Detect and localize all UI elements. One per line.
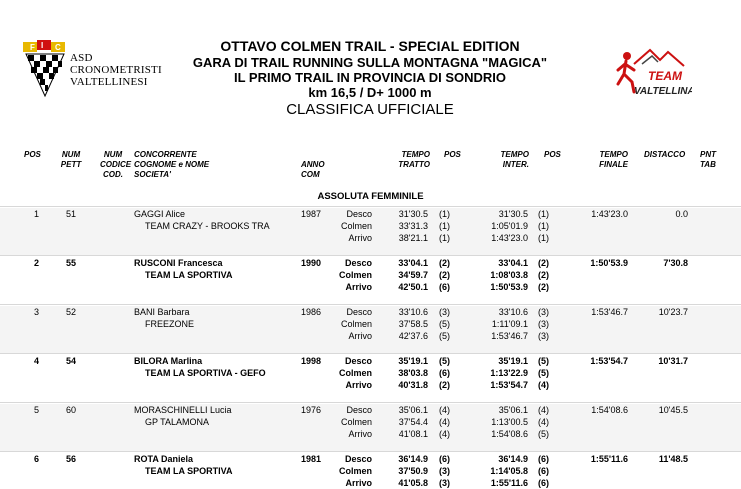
split-segment-time: 41'08.1 xyxy=(398,429,428,439)
entry-position: 2 xyxy=(34,258,40,268)
entry-gap: 0.0 xyxy=(675,209,688,219)
col-pos-tratto: POS xyxy=(444,150,461,159)
col-concorrente-line: COGNOME e NOME xyxy=(134,160,210,169)
title-line-1: OTTAVO COLMEN TRAIL - SPECIAL EDITION xyxy=(220,38,520,54)
col-tempo-tratto xyxy=(390,150,430,170)
split-checkpoint-label: Arrivo xyxy=(348,429,372,439)
split-checkpoint-label: Arrivo xyxy=(345,282,372,292)
split-segment-rank: (2) xyxy=(439,380,450,390)
row-divider xyxy=(0,206,741,207)
title-line-2: GARA DI TRAIL RUNNING SULLA MONTAGNA "MAGICA" xyxy=(192,55,548,70)
entry-athlete-name: ROTA Daniela xyxy=(134,454,194,464)
entry-final-time: 1:50'53.9 xyxy=(590,258,628,268)
split-segment-rank: (1) xyxy=(439,209,450,219)
split-segment-rank: (6) xyxy=(439,454,450,464)
split-cumulative-time: 1:54'08.6 xyxy=(491,429,528,439)
split-checkpoint-label: Colmen xyxy=(340,319,372,329)
entry-birth-year: 1998 xyxy=(301,356,322,366)
entry-bib-number: 56 xyxy=(66,454,77,464)
split-cumulative-time: 1:55'11.6 xyxy=(490,478,528,488)
split-checkpoint-label: Colmen xyxy=(338,466,372,476)
svg-text:I: I xyxy=(41,41,44,50)
col-tempo-tratto-line: TRATTO xyxy=(398,160,430,169)
title-line-5: CLASSIFICA UFFICIALE xyxy=(286,101,454,118)
svg-text:F: F xyxy=(30,43,35,52)
col-num-codice-line: NUM xyxy=(103,150,123,159)
entry-gap: 10'45.5 xyxy=(658,405,688,415)
split-cumulative-time: 33'10.6 xyxy=(498,307,528,317)
split-cumulative-time: 36'14.9 xyxy=(498,454,528,464)
split-checkpoint-label: Colmen xyxy=(338,270,372,280)
runner-mountain-icon xyxy=(612,44,692,102)
split-cumulative-time: 1:13'22.9 xyxy=(490,368,528,378)
split-cumulative-time: 1:43'23.0 xyxy=(491,233,528,243)
split-segment-rank: (3) xyxy=(439,466,450,476)
logo-line-3: VALTELLINESI xyxy=(70,76,148,88)
split-segment-rank: (2) xyxy=(439,258,450,268)
entry-bib-number: 55 xyxy=(66,258,77,268)
section-title: ASSOLUTA FEMMINILE xyxy=(317,191,424,202)
split-segment-time: 34'59.7 xyxy=(398,270,428,280)
logo-line-2: CRONOMETRISTI xyxy=(70,64,162,76)
split-cumulative-time: 1:11'09.1 xyxy=(491,319,528,329)
split-cumulative-time: 1:08'03.8 xyxy=(490,270,528,280)
entry-birth-year: 1986 xyxy=(301,307,322,317)
split-checkpoint-label: Desco xyxy=(344,454,372,464)
split-cumulative-rank: (1) xyxy=(538,209,549,219)
entry-gap: 10'31.7 xyxy=(658,356,688,366)
page-titles xyxy=(150,38,590,119)
split-checkpoint-label: Desco xyxy=(346,209,372,219)
entry-position: 1 xyxy=(34,209,40,219)
col-pos-inter: POS xyxy=(544,150,561,159)
logo-team-text: TEAM xyxy=(648,69,682,83)
entry-team-name: TEAM LA SPORTIVA xyxy=(145,466,233,476)
entry-final-time: 1:43'23.0 xyxy=(591,209,628,219)
split-segment-rank: (6) xyxy=(439,282,450,292)
split-segment-rank: (6) xyxy=(439,368,450,378)
split-cumulative-time: 1:14'05.8 xyxy=(490,466,528,476)
entry-gap: 10'23.7 xyxy=(658,307,688,317)
entry-athlete-name: BILORA Marlina xyxy=(134,356,203,366)
split-checkpoint-label: Colmen xyxy=(340,417,372,427)
col-pnt-tab-line: PNT xyxy=(700,150,716,159)
split-cumulative-rank: (5) xyxy=(538,368,549,378)
page-header xyxy=(0,0,741,135)
col-distacco: DISTACCO xyxy=(644,150,686,159)
col-num-codice-line: CODICE xyxy=(100,160,132,169)
split-segment-time: 38'03.8 xyxy=(398,368,428,378)
split-segment-time: 40'31.8 xyxy=(398,380,428,390)
split-segment-rank: (3) xyxy=(439,478,450,488)
split-segment-time: 33'31.3 xyxy=(398,221,428,231)
split-checkpoint-label: Desco xyxy=(344,258,372,268)
entry-gap: 7'30.8 xyxy=(663,258,688,268)
split-checkpoint-label: Colmen xyxy=(338,368,372,378)
entry-position: 6 xyxy=(34,454,40,464)
split-checkpoint-label: Arrivo xyxy=(348,331,372,341)
entry-position: 3 xyxy=(34,307,40,317)
entry-birth-year: 1976 xyxy=(301,405,322,415)
row-divider xyxy=(0,353,741,354)
split-segment-time: 31'30.5 xyxy=(398,209,428,219)
checkered-flag-icon xyxy=(22,40,68,98)
title-line-4: km 16,5 / D+ 1000 m xyxy=(308,85,432,100)
split-cumulative-rank: (5) xyxy=(538,429,549,439)
split-cumulative-rank: (3) xyxy=(538,319,549,329)
split-cumulative-rank: (6) xyxy=(538,454,549,464)
col-anno xyxy=(301,160,325,180)
col-tempo-inter-line: TEMPO xyxy=(500,150,529,159)
split-cumulative-rank: (6) xyxy=(538,478,549,488)
team-valtellina-logo xyxy=(612,44,692,102)
split-cumulative-rank: (4) xyxy=(538,405,549,415)
entry-bib-number: 54 xyxy=(66,356,77,366)
entry-athlete-name: GAGGI Alice xyxy=(134,209,186,219)
row-divider xyxy=(0,451,741,452)
entry-team-name: TEAM CRAZY - BROOKS TRA xyxy=(145,221,270,231)
split-cumulative-time: 1:53'54.7 xyxy=(490,380,528,390)
split-checkpoint-label: Arrivo xyxy=(345,478,372,488)
logo-valtellina-text: VALTELLINA xyxy=(634,86,692,97)
split-cumulative-time: 1:53'46.7 xyxy=(491,331,528,341)
split-cumulative-time: 35'06.1 xyxy=(498,405,528,415)
split-segment-time: 38'21.1 xyxy=(398,233,428,243)
col-pnt-tab xyxy=(700,150,716,170)
entry-gap: 11'48.5 xyxy=(658,454,688,464)
split-cumulative-rank: (2) xyxy=(538,270,549,280)
split-cumulative-rank: (4) xyxy=(538,417,549,427)
split-checkpoint-label: Desco xyxy=(346,405,372,415)
col-num-pett xyxy=(60,150,82,170)
split-segment-time: 33'10.6 xyxy=(398,307,428,317)
col-concorrente-line: CONCORRENTE xyxy=(134,150,197,159)
split-segment-time: 42'37.6 xyxy=(398,331,428,341)
col-pos: POS xyxy=(24,150,41,159)
split-segment-time: 37'58.5 xyxy=(398,319,428,329)
title-line-3: IL PRIMO TRAIL IN PROVINCIA DI SONDRIO xyxy=(233,70,507,85)
split-segment-time: 35'06.1 xyxy=(398,405,428,415)
asd-logo-text xyxy=(70,52,162,88)
logo-line-1: ASD xyxy=(70,52,93,64)
entry-final-time: 1:54'08.6 xyxy=(591,405,628,415)
col-pnt-tab-line: TAB xyxy=(700,160,716,169)
split-segment-time: 33'04.1 xyxy=(398,258,428,268)
split-segment-time: 37'50.9 xyxy=(398,466,428,476)
split-checkpoint-label: Arrivo xyxy=(348,233,372,243)
col-anno-line: COM xyxy=(301,170,320,179)
entry-bib-number: 60 xyxy=(66,405,77,415)
split-cumulative-rank: (3) xyxy=(538,307,549,317)
col-anno-line: ANNO xyxy=(301,160,325,169)
split-segment-rank: (3) xyxy=(439,307,450,317)
split-cumulative-rank: (1) xyxy=(538,221,549,231)
entry-final-time: 1:55'11.6 xyxy=(590,454,628,464)
split-cumulative-rank: (2) xyxy=(538,282,549,292)
split-segment-rank: (5) xyxy=(439,331,450,341)
col-tempo-tratto-line: TEMPO xyxy=(401,150,430,159)
entry-bib-number: 52 xyxy=(66,307,77,317)
col-num-pett-line: PETT xyxy=(60,160,82,169)
split-segment-rank: (4) xyxy=(439,405,450,415)
entry-bib-number: 51 xyxy=(66,209,77,219)
col-num-pett-line: NUM xyxy=(61,150,81,159)
col-num-codice-line: COD. xyxy=(103,170,123,179)
entry-birth-year: 1981 xyxy=(301,454,322,464)
split-cumulative-time: 1:13'00.5 xyxy=(491,417,528,427)
entry-team-name: FREEZONE xyxy=(145,319,195,329)
split-segment-rank: (1) xyxy=(439,233,450,243)
split-segment-rank: (2) xyxy=(439,270,450,280)
col-num-codice xyxy=(100,150,132,180)
entry-final-time: 1:53'54.7 xyxy=(590,356,628,366)
split-cumulative-time: 35'19.1 xyxy=(498,356,528,366)
split-cumulative-rank: (1) xyxy=(538,233,549,243)
split-segment-rank: (4) xyxy=(439,429,450,439)
entry-position: 5 xyxy=(34,405,40,415)
split-cumulative-time: 1:50'53.9 xyxy=(490,282,528,292)
split-cumulative-rank: (6) xyxy=(538,466,549,476)
entry-athlete-name: RUSCONI Francesca xyxy=(134,258,223,268)
split-segment-rank: (1) xyxy=(439,221,450,231)
entry-team-name: TEAM LA SPORTIVA - GEFO xyxy=(145,368,266,378)
split-cumulative-time: 33'04.1 xyxy=(498,258,528,268)
split-segment-time: 36'14.9 xyxy=(398,454,428,464)
row-divider xyxy=(0,255,741,256)
entry-birth-year: 1990 xyxy=(301,258,322,268)
split-segment-time: 35'19.1 xyxy=(398,356,428,366)
col-tempo-finale-line: TEMPO xyxy=(599,150,628,159)
col-tempo-finale xyxy=(588,150,628,170)
entry-team-name: TEAM LA SPORTIVA xyxy=(145,270,233,280)
split-checkpoint-label: Arrivo xyxy=(345,380,372,390)
col-tempo-inter xyxy=(487,150,529,170)
split-segment-rank: (5) xyxy=(439,319,450,329)
split-segment-rank: (5) xyxy=(439,356,450,366)
col-concorrente xyxy=(134,150,209,180)
split-cumulative-time: 1:05'01.9 xyxy=(491,221,528,231)
split-cumulative-time: 31'30.5 xyxy=(498,209,528,219)
split-checkpoint-label: Desco xyxy=(344,356,372,366)
entry-athlete-name: BANI Barbara xyxy=(134,307,190,317)
entry-position: 4 xyxy=(34,356,40,366)
entry-birth-year: 1987 xyxy=(301,209,322,219)
row-divider xyxy=(0,402,741,403)
split-segment-time: 37'54.4 xyxy=(398,417,428,427)
split-cumulative-rank: (2) xyxy=(538,258,549,268)
split-segment-time: 42'50.1 xyxy=(398,282,428,292)
split-cumulative-rank: (4) xyxy=(538,380,549,390)
entry-athlete-name: MORASCHINELLI Lucia xyxy=(134,405,232,415)
entry-team-name: GP TALAMONA xyxy=(145,417,210,427)
col-tempo-finale-line: FINALE xyxy=(599,160,628,169)
split-cumulative-rank: (5) xyxy=(538,356,549,366)
col-concorrente-line: SOCIETA' xyxy=(134,170,171,179)
split-cumulative-rank: (3) xyxy=(538,331,549,341)
split-checkpoint-label: Colmen xyxy=(340,221,372,231)
entry-final-time: 1:53'46.7 xyxy=(591,307,628,317)
col-tempo-inter-line: INTER. xyxy=(502,160,529,169)
split-checkpoint-label: Desco xyxy=(346,307,372,317)
row-divider xyxy=(0,304,741,305)
split-segment-rank: (4) xyxy=(439,417,450,427)
svg-text:C: C xyxy=(55,43,61,52)
split-segment-time: 41'05.8 xyxy=(398,478,428,488)
